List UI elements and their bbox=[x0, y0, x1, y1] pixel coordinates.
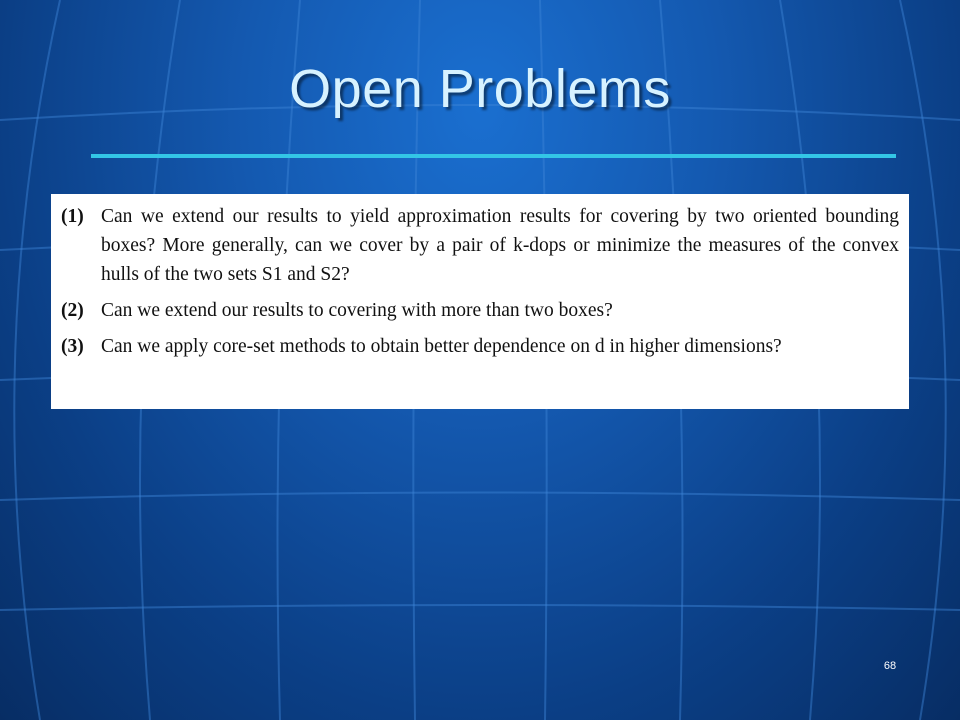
problem-item-2 bbox=[61, 296, 899, 325]
title-underline bbox=[91, 154, 896, 158]
page-number: 68 bbox=[883, 660, 897, 672]
problem-number: (3) bbox=[61, 336, 84, 357]
problem-item-1 bbox=[61, 202, 899, 289]
problem-number: (1) bbox=[61, 206, 84, 227]
slide-title: Open Problems bbox=[289, 59, 671, 119]
problem-number: (2) bbox=[61, 300, 84, 321]
problem-text: Can we extend our results to covering with more than two boxes? bbox=[101, 300, 613, 321]
problems-box bbox=[51, 194, 909, 409]
problem-text: Can we apply core-set methods to obtain better dependence on d in higher dimensions? bbox=[101, 336, 782, 357]
problem-item-3 bbox=[61, 332, 899, 361]
problem-text: Can we extend our results to yield approximation results for covering by two oriented bounding boxes? More generally, can we cover by a pair of k-dops or minimize the measures of the convex hulls of the two sets S1 and S2? bbox=[101, 206, 899, 285]
